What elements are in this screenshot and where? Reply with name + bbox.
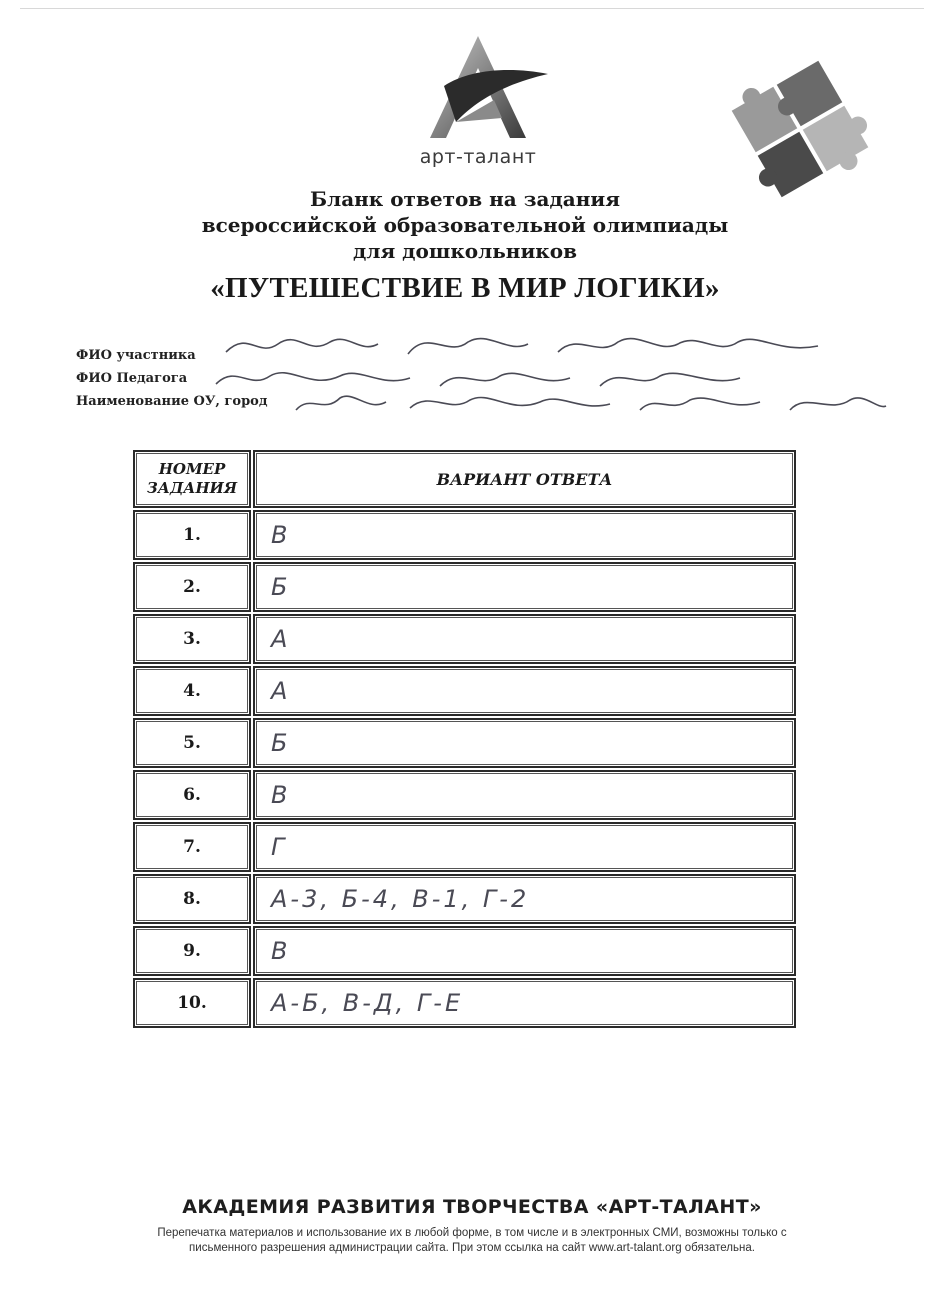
header-line-3: для дошкольников [353, 239, 577, 263]
top-rule [20, 8, 924, 9]
logo-text: арт-талант [419, 146, 537, 168]
table-row [133, 510, 796, 560]
header-answer-variant: ВАРИАНТ ОТВЕТА [253, 450, 796, 508]
answer-cell[interactable] [253, 874, 796, 924]
task-number: 7. [133, 822, 251, 872]
answer-cell[interactable] [253, 510, 796, 560]
answer-cell[interactable] [253, 562, 796, 612]
answer-cell[interactable] [253, 978, 796, 1028]
participant-handwriting-scribble [218, 324, 838, 364]
header-line-2: всероссийской образовательной олимпиады [201, 213, 729, 237]
answer-text: А-3, Б-4, В-1, Г-2 [271, 885, 530, 913]
teacher-label: ФИО Педагога [76, 371, 188, 386]
header-task-number: НОМЕР ЗАДАНИЯ [133, 450, 251, 508]
task-number: 1. [133, 510, 251, 560]
task-number: 3. [133, 614, 251, 664]
table-row [133, 874, 796, 924]
answer-text: А-Б, В-Д, Г-Е [271, 989, 464, 1017]
table-row [133, 822, 796, 872]
answer-text: Б [271, 729, 291, 757]
answer-text: В [271, 521, 291, 549]
form-header [120, 186, 810, 308]
task-number: 5. [133, 718, 251, 768]
answer-text: А [271, 625, 291, 653]
answer-cell[interactable] [253, 718, 796, 768]
task-number: 6. [133, 770, 251, 820]
footer-academy-title: АКАДЕМИЯ РАЗВИТИЯ ТВОРЧЕСТВА «АРТ-ТАЛАНТ» [182, 1196, 762, 1218]
table-row [133, 926, 796, 976]
task-number: 4. [133, 666, 251, 716]
answer-cell[interactable] [253, 614, 796, 664]
answer-text: В [271, 781, 291, 809]
task-number: 10. [133, 978, 251, 1028]
org-handwriting-scribble [290, 384, 890, 420]
answer-text: Б [271, 573, 291, 601]
olympiad-title: «ПУТЕШЕСТВИЕ В МИР ЛОГИКИ» [210, 272, 720, 304]
answers-table [133, 450, 796, 1030]
participant-label: ФИО участника [76, 348, 196, 363]
fio-block [70, 324, 900, 424]
answer-cell[interactable] [253, 822, 796, 872]
table-row [133, 562, 796, 612]
footer-copyright-note [90, 1226, 854, 1256]
table-row [133, 978, 796, 1028]
answer-text: А [271, 677, 291, 705]
task-number: 9. [133, 926, 251, 976]
answer-cell[interactable] [253, 666, 796, 716]
header-line-1: Бланк ответов на задания [310, 187, 620, 211]
answer-cell[interactable] [253, 926, 796, 976]
table-row [133, 666, 796, 716]
task-number: 2. [133, 562, 251, 612]
answer-text: В [271, 937, 291, 965]
footer-note-line-1: Перепечатка материалов и использование их в любой форме, в том числе и в электронных СМИ, возможны только с [157, 1227, 787, 1239]
table-header-row [133, 450, 796, 508]
table-row [133, 718, 796, 768]
table-row [133, 770, 796, 820]
task-number: 8. [133, 874, 251, 924]
footer-note-line-2: письменного разрешения администрации сайта. При этом ссылка на сайт www.art-talant.org обязательна. [189, 1242, 755, 1254]
org-label: Наименование ОУ, город [76, 394, 268, 409]
answer-cell[interactable] [253, 770, 796, 820]
answer-text: Г [271, 833, 288, 861]
table-row [133, 614, 796, 664]
